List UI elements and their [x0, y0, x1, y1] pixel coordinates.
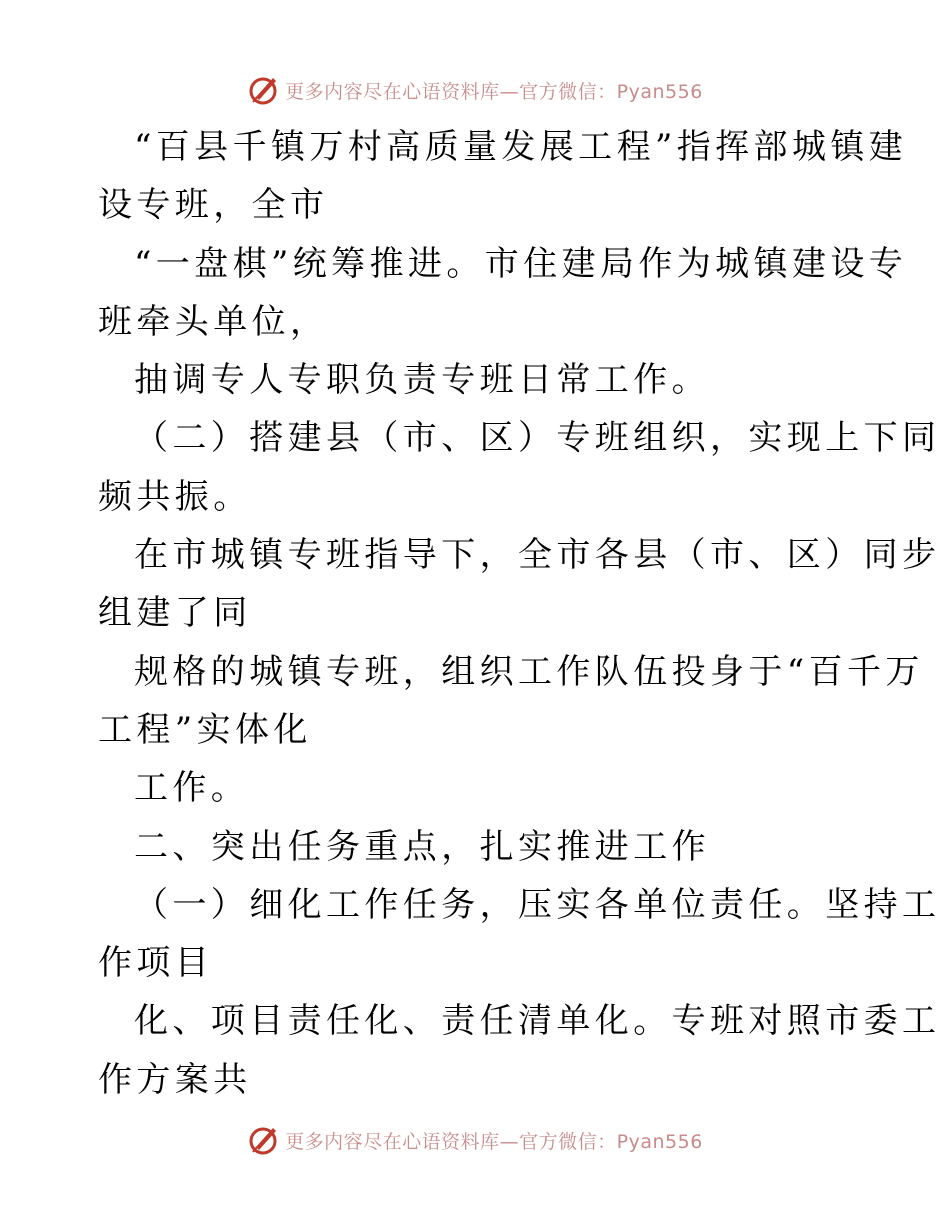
red-quill-logo-icon	[247, 73, 281, 107]
text-line: 组建了同	[98, 593, 252, 634]
text-line: 工作。	[134, 768, 250, 809]
section-heading: 二、突出任务重点，扎实推进工作	[134, 826, 710, 867]
watermark-text: 更多内容尽在心语资料库—官方微信：Pyan556	[285, 80, 703, 103]
text-line: 作方案共	[98, 1059, 252, 1100]
text-line: 设专班，全市	[98, 185, 329, 226]
text-line: 班牵头单位，	[98, 301, 329, 342]
text-line: （一）细化工作任务，压实各单位责任。坚持工	[134, 884, 941, 925]
watermark-text: 更多内容尽在心语资料库—官方微信：Pyan556	[285, 1130, 703, 1153]
footer-watermark	[0, 1120, 950, 1160]
document-body	[98, 118, 941, 1109]
text-line: 抽调专人专职负责专班日常工作。	[134, 360, 710, 401]
text-line: 作项目	[98, 943, 214, 984]
text-line: 化、项目责任化、责任清单化。专班对照市委工	[134, 1001, 941, 1042]
text-line: 工程”实体化	[98, 709, 312, 750]
red-quill-logo-icon	[247, 1123, 281, 1157]
text-line: “百县千镇万村高质量发展工程”指挥部城镇建	[134, 127, 908, 167]
text-line: 规格的城镇专班，组织工作队伍投身于“百千万	[134, 651, 924, 692]
text-line: 频共振。	[98, 476, 252, 517]
text-line: 在市城镇专班指导下，全市各县（市、区）同步	[134, 535, 941, 576]
header-watermark	[0, 70, 950, 110]
text-line: （二）搭建县（市、区）专班组织，实现上下同	[134, 418, 941, 459]
text-line: “一盘棋”统筹推进。市住建局作为城镇建设专	[134, 243, 908, 284]
